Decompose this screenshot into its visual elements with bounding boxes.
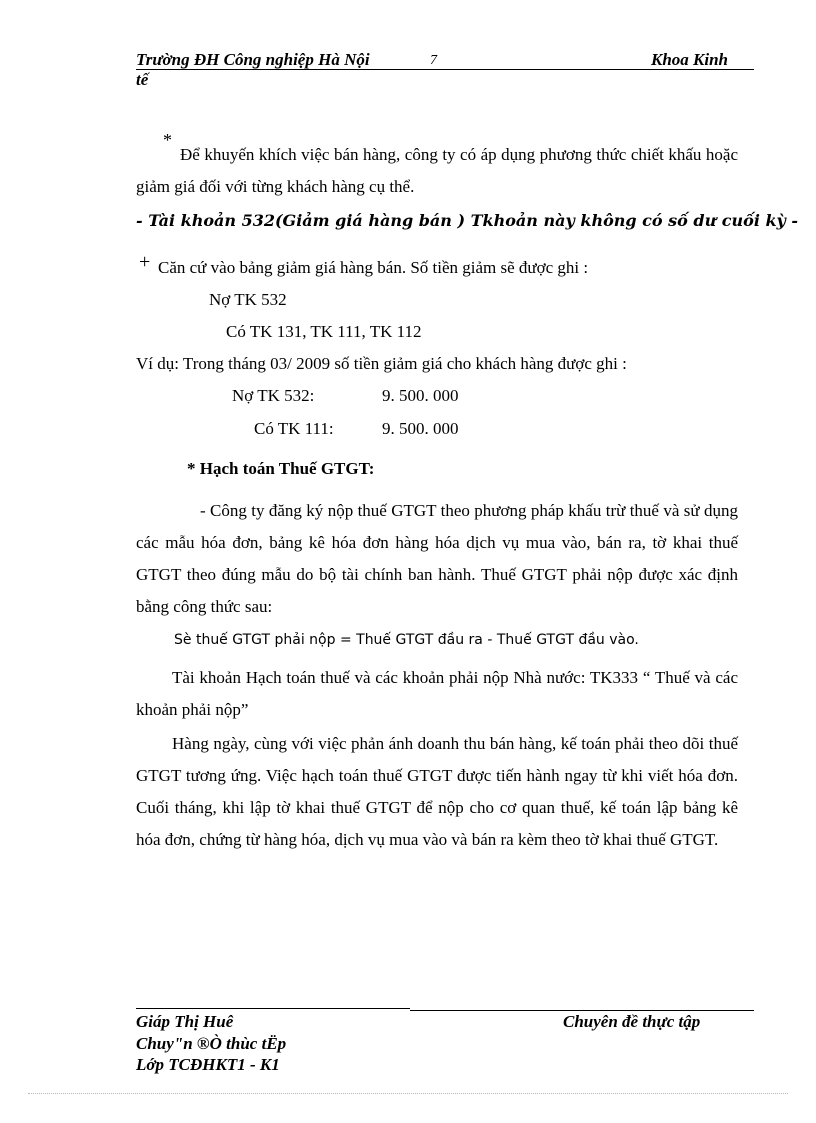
vat-paragraph-2: Tài khoản Hạch toán thuế và các khoản phải nộp Nhà nước: TK333 “ Thuế và các khoản phải nộp” (136, 668, 738, 719)
intro-paragraph: Để khuyến khích việc bán hàng, công ty có áp dụng phương thức chiết khấu hoặc giảm giá đối với từng khách hàng cụ thể. (136, 145, 738, 196)
header-continuation: tế (136, 70, 149, 89)
footer-topic-garbled: Chuy"n ®Ò thùc tËp (136, 1034, 287, 1053)
vat-formula: Sè thuế GTGT phải nộp = Thuế GTGT đầu ra - Thuế GTGT đầu vào. (174, 632, 639, 648)
intro-bullet: * (163, 130, 172, 150)
footer-rule-left (136, 1008, 410, 1009)
vat-heading: * Hạch toán Thuế GTGT: (187, 459, 375, 478)
plus-bullet: + (139, 251, 151, 273)
vat-paragraph-3: Hàng ngày, cùng với việc phản ánh doanh thu bán hàng, kế toán phải theo dõi thuế GTGT tương ứng. Việc hạch toán thuế GTGT được tiến hành ngay từ khi viết hóa đơn. Cuối tháng, khi lập tờ khai thuế GTGT để nộp cho cơ quan thuế, kế toán lập bảng kê hóa đơn, chứng từ hàng hóa, dịch vụ mua vào và bán ra kèm theo tờ khai thuế GTGT. (136, 734, 738, 849)
basis-text: Căn cứ vào bảng giảm giá hàng bán. Số tiền giảm sẽ được ghi : (158, 258, 589, 277)
header-rule (136, 69, 754, 70)
debit-entry: Nợ TK 532 (209, 290, 287, 309)
page-number: 7 (430, 53, 437, 68)
vat-paragraph-1: - Công ty đăng ký nộp thuế GTGT theo phương pháp khấu trừ thuế và sử dụng các mẫu hóa đơn, bảng kê hóa đơn hàng hóa dịch vụ mua vào, bán ra, tờ khai thuế GTGT theo đúng mẫu do bộ tài chính ban hành. Thuế GTGT phải nộp được xác định bằng công thức sau: (136, 501, 738, 616)
example-text: Ví dụ: Trong tháng 03/ 2009 số tiền giảm giá cho khách hàng được ghi : (136, 354, 627, 373)
account-heading: - Tài khoản 532(Giảm giá hàng bán ) Tkhoản này không có số dư cuối kỳ - (136, 211, 799, 230)
header-school: Trường ĐH Công nghiệp Hà Nội (136, 50, 370, 69)
footer-author: Giáp Thị Huê (136, 1012, 234, 1031)
header-faculty: Khoa Kinh (651, 50, 729, 69)
example-credit-value: 9. 500. 000 (382, 419, 459, 438)
footer-rule-right (410, 1010, 754, 1011)
credit-entry: Có TK 131, TK 111, TK 112 (226, 322, 422, 341)
example-debit-label: Nợ TK 532: (232, 386, 315, 405)
footer-topic: Chuyên đề thực tập (563, 1012, 701, 1031)
example-credit-label: Có TK 111: (254, 419, 334, 438)
example-debit-value: 9. 500. 000 (382, 386, 459, 405)
page-edge (28, 1093, 788, 1094)
footer-class: Lớp TCĐHKT1 - K1 (136, 1055, 280, 1074)
